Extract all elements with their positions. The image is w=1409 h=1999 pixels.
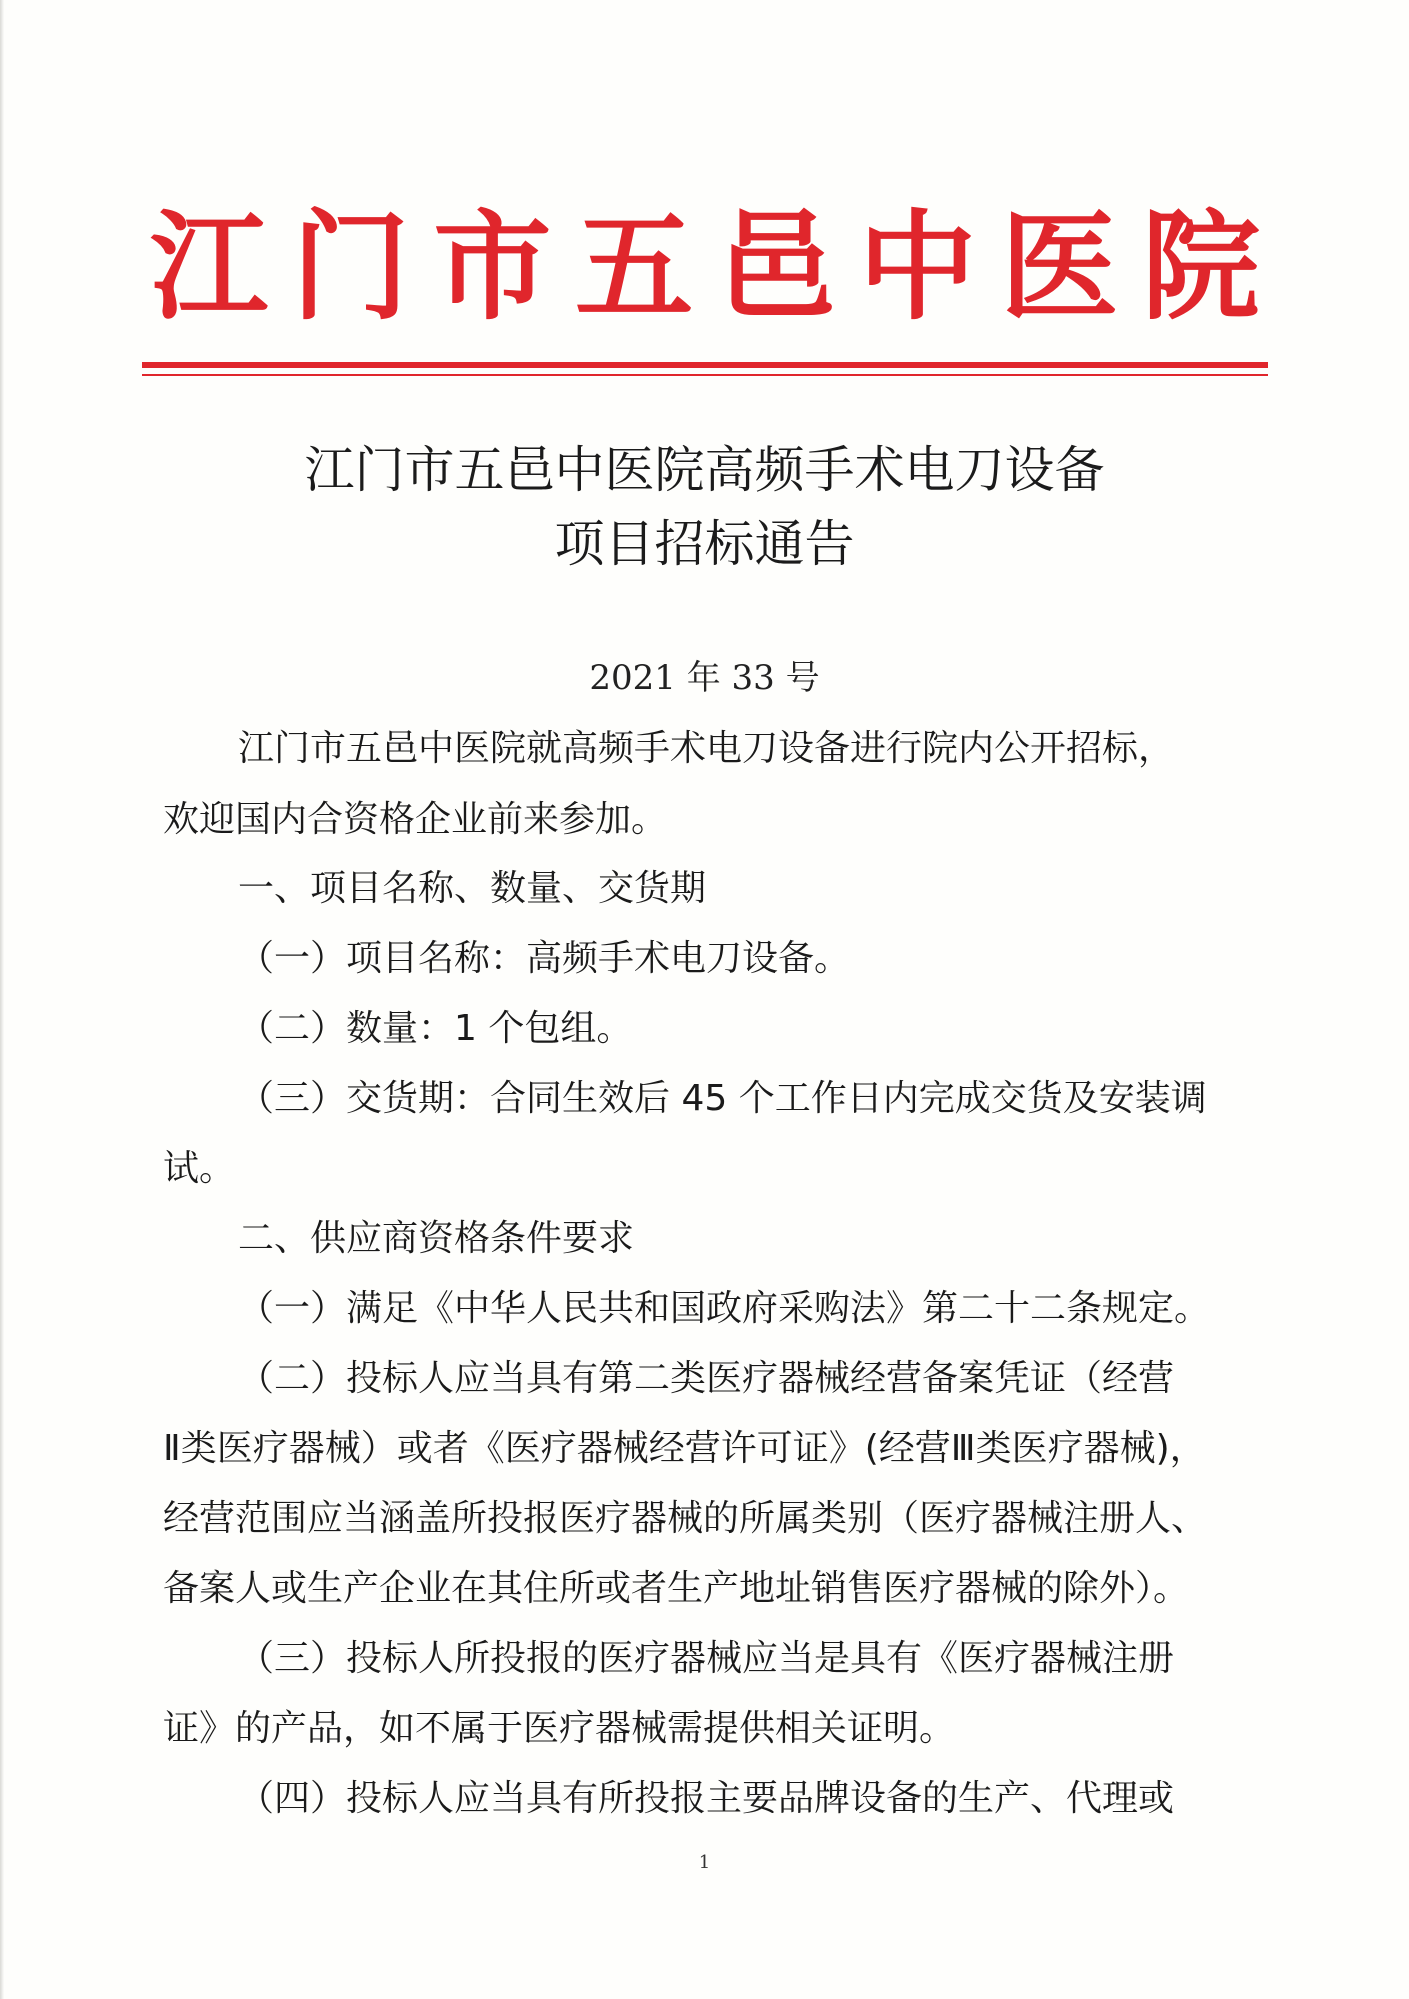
document-title-line-1: 江门市五邑中医院高频手术电刀设备 — [304, 441, 1105, 499]
paragraph-line: 备案人或生产企业在其住所或者生产地址销售医疗器械的除外）。 — [163, 1568, 1190, 1609]
paragraph-line: （一）项目名称：高频手术电刀设备。 — [238, 938, 851, 979]
paragraph-line: （三）投标人所投报的医疗器械应当是具有《医疗器械注册 — [238, 1638, 1175, 1679]
paragraph-line: 经营范围应当涵盖所投报医疗器械的所属类别（医疗器械注册人、 — [163, 1498, 1208, 1539]
section-heading: 一、项目名称、数量、交货期 — [238, 868, 707, 909]
scan-edge-shadow — [0, 0, 4, 1999]
letterhead-char: 江 — [150, 197, 269, 336]
letterhead-rule-thick — [142, 362, 1268, 368]
paragraph-line: （二）投标人应当具有第二类医疗器械经营备案凭证（经营 — [238, 1358, 1175, 1399]
document-title-line-2: 项目招标通告 — [554, 515, 855, 573]
page-number: 1 — [698, 1852, 711, 1873]
paragraph-line: 试。 — [163, 1148, 236, 1189]
section-heading: 二、供应商资格条件要求 — [238, 1218, 635, 1259]
paragraph-line: （二）数量：1 个包组。 — [238, 1008, 633, 1049]
letterhead-char: 五 — [575, 197, 694, 336]
paragraph-line: 江门市五邑中医院就高频手术电刀设备进行院内公开招标， — [238, 728, 1175, 769]
paragraph-line: （四）投标人应当具有所投报主要品牌设备的生产、代理或 — [238, 1778, 1175, 1819]
document-number: 2021 年 33 号 — [589, 658, 820, 698]
paragraph-line: 证》的产品，如不属于医疗器械需提供相关证明。 — [163, 1708, 956, 1749]
paragraph-line: （三）交货期：合同生效后 45 个工作日内完成交货及安装调 — [238, 1078, 1207, 1119]
letterhead-char: 院 — [1141, 197, 1260, 336]
paragraph-line: （一）满足《中华人民共和国政府采购法》第二十二条规定。 — [238, 1288, 1211, 1329]
letterhead-title — [150, 192, 1260, 342]
paragraph-line: Ⅱ类医疗器械）或者《医疗器械经营许可证》(经营Ⅲ类医疗器械)， — [163, 1428, 1206, 1469]
letterhead-char: 市 — [433, 197, 552, 336]
letterhead-char: 邑 — [716, 197, 835, 336]
paragraph-line: 欢迎国内合资格企业前来参加。 — [163, 799, 668, 840]
letterhead-char: 中 — [858, 197, 977, 336]
letterhead-char: 门 — [291, 197, 410, 336]
letterhead-rule-thin — [142, 374, 1268, 376]
letterhead-char: 医 — [1000, 197, 1119, 336]
